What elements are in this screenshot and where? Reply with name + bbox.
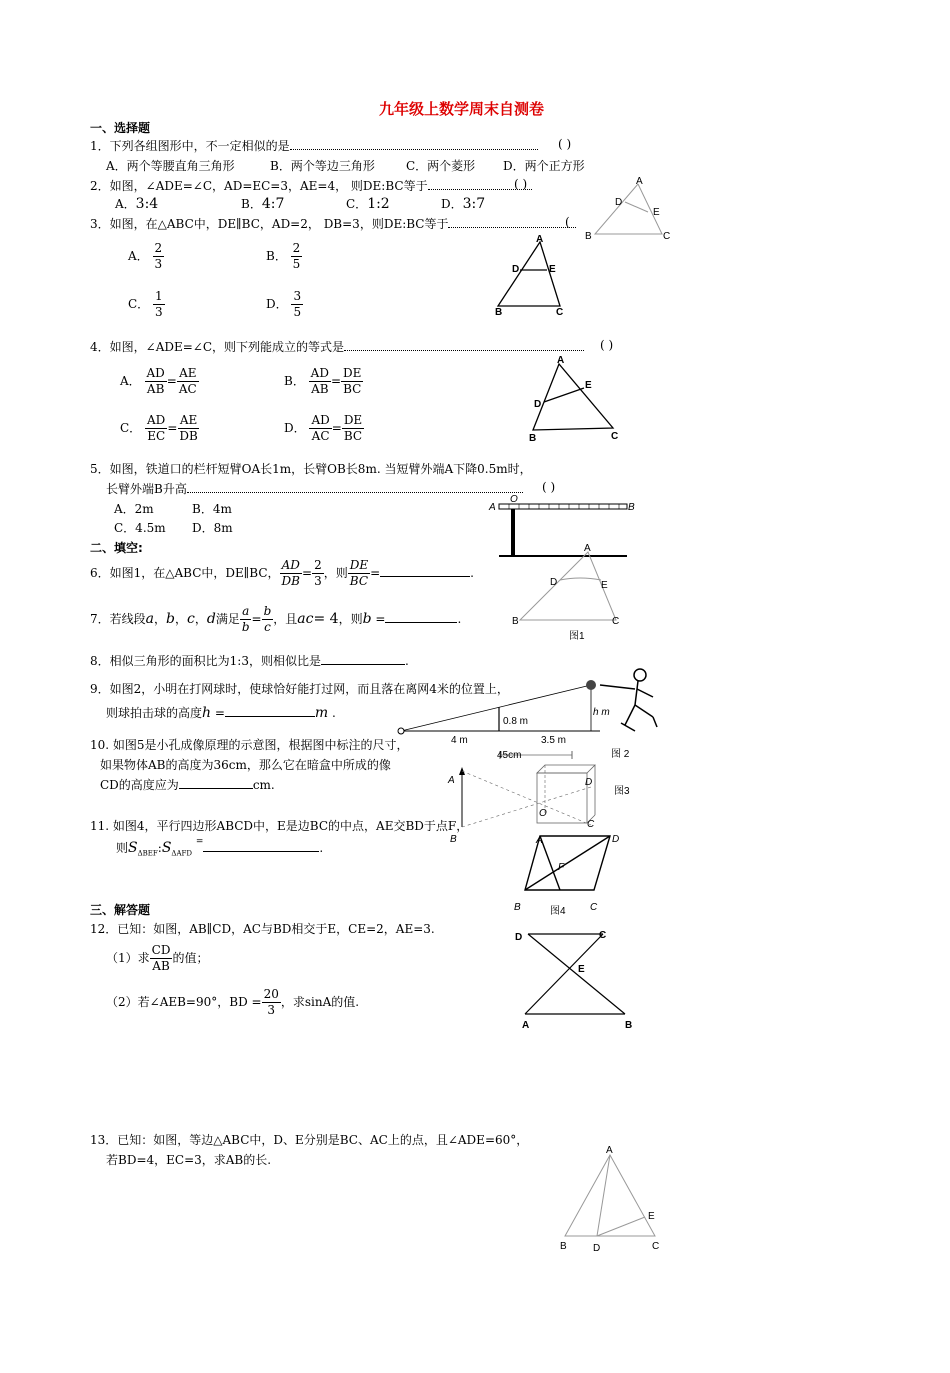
- q2-triangle-figure: [580, 172, 675, 242]
- svg-text:B: B: [512, 616, 519, 627]
- svg-text:A: A: [606, 1145, 613, 1156]
- q7: 7．若线段a，b，c，d满足 $\frac{a}{b}$ = $\frac{b}{c}$ ，且ac= 4，则b = .: [90, 604, 462, 634]
- q9-line2: 则球拍击球的高度h = m .: [106, 705, 336, 721]
- q4-paren: ( ): [600, 338, 614, 352]
- svg-text:B: B: [450, 834, 457, 845]
- q1-opt-a: A．两个等腰直角三角形: [106, 159, 235, 173]
- svg-text:3.5 m: 3.5 m: [541, 735, 567, 746]
- svg-text:E: E: [578, 964, 585, 975]
- section-solve: 三、解答题: [90, 903, 151, 917]
- q2-stem: 2．如图，∠ADE=∠C，AD=EC=3，AE=4， 则DE:BC等于: [90, 177, 532, 194]
- q1-opt-b: B．两个等边三角形: [270, 159, 375, 173]
- q3-opt-a: A． $\frac{2}{3}$: [128, 241, 163, 271]
- page-title: 九年级上数学周末自测卷: [379, 100, 545, 118]
- svg-text:D: D: [512, 264, 520, 275]
- svg-text:0.8 m: 0.8 m: [503, 716, 529, 727]
- svg-text:C: C: [611, 431, 619, 442]
- svg-text:A: A: [636, 176, 643, 187]
- q3-triangle-figure: [490, 232, 570, 318]
- svg-text:A: A: [536, 234, 544, 245]
- q4-stem: 4．如图，∠ADE=∠C，则下列能成立的等式是: [90, 338, 584, 355]
- svg-text:h m: h m: [593, 707, 610, 718]
- svg-text:图4: 图4: [550, 906, 566, 917]
- q5-opt-d: D．8m: [192, 521, 233, 535]
- svg-text:E: E: [648, 1211, 655, 1222]
- svg-text:D: D: [612, 834, 620, 845]
- q13-line2: 若BD=4，EC=3，求AB的长.: [106, 1153, 272, 1167]
- q12-line1: 12．已知：如图，AB∥CD，AC与BD相交于E，CE=2，AE=3.: [90, 922, 435, 936]
- svg-text:C: C: [663, 231, 671, 242]
- svg-text:E: E: [601, 580, 608, 591]
- q4-opt-c: C． $\frac{AD}{EC}$ = $\frac{AE}{DB}$: [120, 413, 198, 443]
- q12-part1: （1）求 $\frac{CD}{AB}$ 的值；: [106, 943, 209, 973]
- q11-line2: 则$S_{\Delta BEF}:S_{\Delta AFD}$ = .: [116, 837, 324, 858]
- q11-line1: 11. 如图4，平行四边形ABCD中，E是边BC的中点，AE交BD于点F，: [90, 819, 469, 833]
- q1-opt-c: C．两个菱形: [406, 159, 476, 173]
- q2-opt-b: B．4:7: [241, 196, 285, 212]
- q5-paren: ( ): [542, 480, 556, 494]
- q5-line1: 5．如图，铁道口的栏杆短臂OA长1m，长臂OB长8m. 当短臂外端A下降0.5m时，: [90, 462, 532, 476]
- svg-text:D: D: [615, 197, 623, 208]
- q4-opt-b: B． $\frac{AD}{AB}$ = $\frac{DE}{BC}$: [284, 366, 362, 396]
- svg-text:D: D: [550, 577, 558, 588]
- svg-text:A: A: [557, 355, 565, 366]
- svg-text:图 2: 图 2: [611, 749, 630, 760]
- q1-opt-d: D．两个正方形: [503, 159, 585, 173]
- section-choice: 一、选择题: [90, 121, 151, 135]
- svg-text:A: A: [522, 1020, 530, 1031]
- svg-text:C: C: [587, 819, 595, 830]
- svg-text:D: D: [534, 399, 542, 410]
- q3-paren: (: [565, 215, 570, 229]
- svg-text:B: B: [625, 1020, 633, 1031]
- q1-paren: ( ): [558, 137, 572, 151]
- svg-text:E: E: [585, 380, 592, 391]
- q4-opt-d: D． $\frac{AD}{AC}$ = $\frac{DE}{BC}$: [284, 413, 363, 443]
- svg-text:4 m: 4 m: [451, 735, 468, 746]
- q2-opt-a: A．3:4: [115, 196, 159, 212]
- svg-text:C: C: [612, 616, 620, 627]
- svg-text:O: O: [510, 494, 518, 505]
- svg-text:E: E: [549, 264, 556, 275]
- q9-line1: 9．如图2，小明在打网球时，使球恰好能打过网，而且落在离网4米的位置上，: [90, 682, 509, 696]
- q5-opt-a: A．2m: [114, 502, 154, 516]
- svg-text:B: B: [585, 231, 592, 242]
- q3-opt-c: C． $\frac{1}{3}$: [128, 289, 163, 319]
- svg-text:A: A: [536, 835, 543, 846]
- q2-opt-c: C．1:2: [346, 196, 390, 212]
- q2-paren: ( ): [514, 177, 528, 191]
- q5-opt-b: B．4m: [192, 502, 232, 516]
- fig1-triangle: [508, 540, 628, 645]
- svg-text:D: D: [585, 777, 593, 788]
- svg-text:图3: 图3: [614, 786, 630, 797]
- q6: 6．如图1，在△ABC中，DE∥BC， $\frac{AD}{DB}$ = $\frac{2}{3}$ ，则 $\frac{DE}{BC}$ = .: [90, 558, 474, 588]
- svg-text:D: D: [593, 1243, 601, 1254]
- section-fill: 二、填空:: [90, 541, 143, 555]
- fig4-parallelogram: [510, 828, 630, 920]
- svg-text:E: E: [653, 207, 660, 218]
- svg-text:45cm: 45cm: [497, 750, 522, 761]
- q12-hourglass-figure: [510, 922, 640, 1034]
- svg-text:C: C: [556, 307, 564, 318]
- q10-line1: 10. 如图5是小孔成像原理的示意图，根据图中标注的尺寸，: [90, 738, 409, 752]
- svg-text:图1: 图1: [569, 631, 585, 642]
- svg-text:D: D: [515, 932, 523, 943]
- svg-text:B: B: [514, 902, 521, 913]
- svg-text:C: C: [590, 902, 598, 913]
- q1-stem: 1．下列各组图形中，不一定相似的是: [90, 137, 538, 154]
- q12-part2: （2）若∠AEB=90°，BD = $\frac{20}{3}$ ，求sinA的值.: [106, 987, 360, 1017]
- q10-line2: 如果物体AB的高度为36cm，那么它在暗盒中所成的像: [100, 758, 391, 772]
- svg-text:C: C: [599, 930, 607, 941]
- svg-text:A: A: [448, 775, 455, 786]
- q4-opt-a: A． $\frac{AD}{AB}$ = $\frac{AE}{AC}$: [120, 366, 197, 396]
- q5-opt-c: C．4.5m: [114, 521, 166, 535]
- q2-opt-d: D．3:7: [441, 196, 486, 212]
- svg-text:B: B: [628, 502, 635, 513]
- q3-opt-d: D． $\frac{3}{5}$: [266, 289, 302, 319]
- q3-stem: 3．如图，在△ABC中，DE∥BC，AD=2， DB=3，则DE:BC等于: [90, 215, 576, 232]
- svg-text:C: C: [652, 1241, 660, 1252]
- q13-equilateral-figure: [555, 1140, 670, 1255]
- svg-text:F: F: [558, 862, 565, 873]
- svg-text:B: B: [560, 1241, 567, 1252]
- q5-line2: 长臂外端B升高: [106, 480, 523, 497]
- svg-text:B: B: [495, 307, 503, 318]
- svg-text:A: A: [489, 502, 496, 513]
- svg-text:B: B: [529, 433, 537, 444]
- q3-opt-b: B． $\frac{2}{5}$: [266, 241, 301, 271]
- svg-text:A: A: [584, 543, 591, 554]
- svg-text:O: O: [539, 808, 547, 819]
- q8: 8．相似三角形的面积比为1:3，则相似比是 .: [90, 654, 409, 668]
- q13-line1: 13．已知：如图，等边△ABC中，D、E分别是BC、AC上的点，且∠ADE=60°，: [90, 1133, 529, 1147]
- q4-triangle-figure: [525, 350, 630, 446]
- q10-line3: CD的高度应为 cm.: [100, 778, 275, 792]
